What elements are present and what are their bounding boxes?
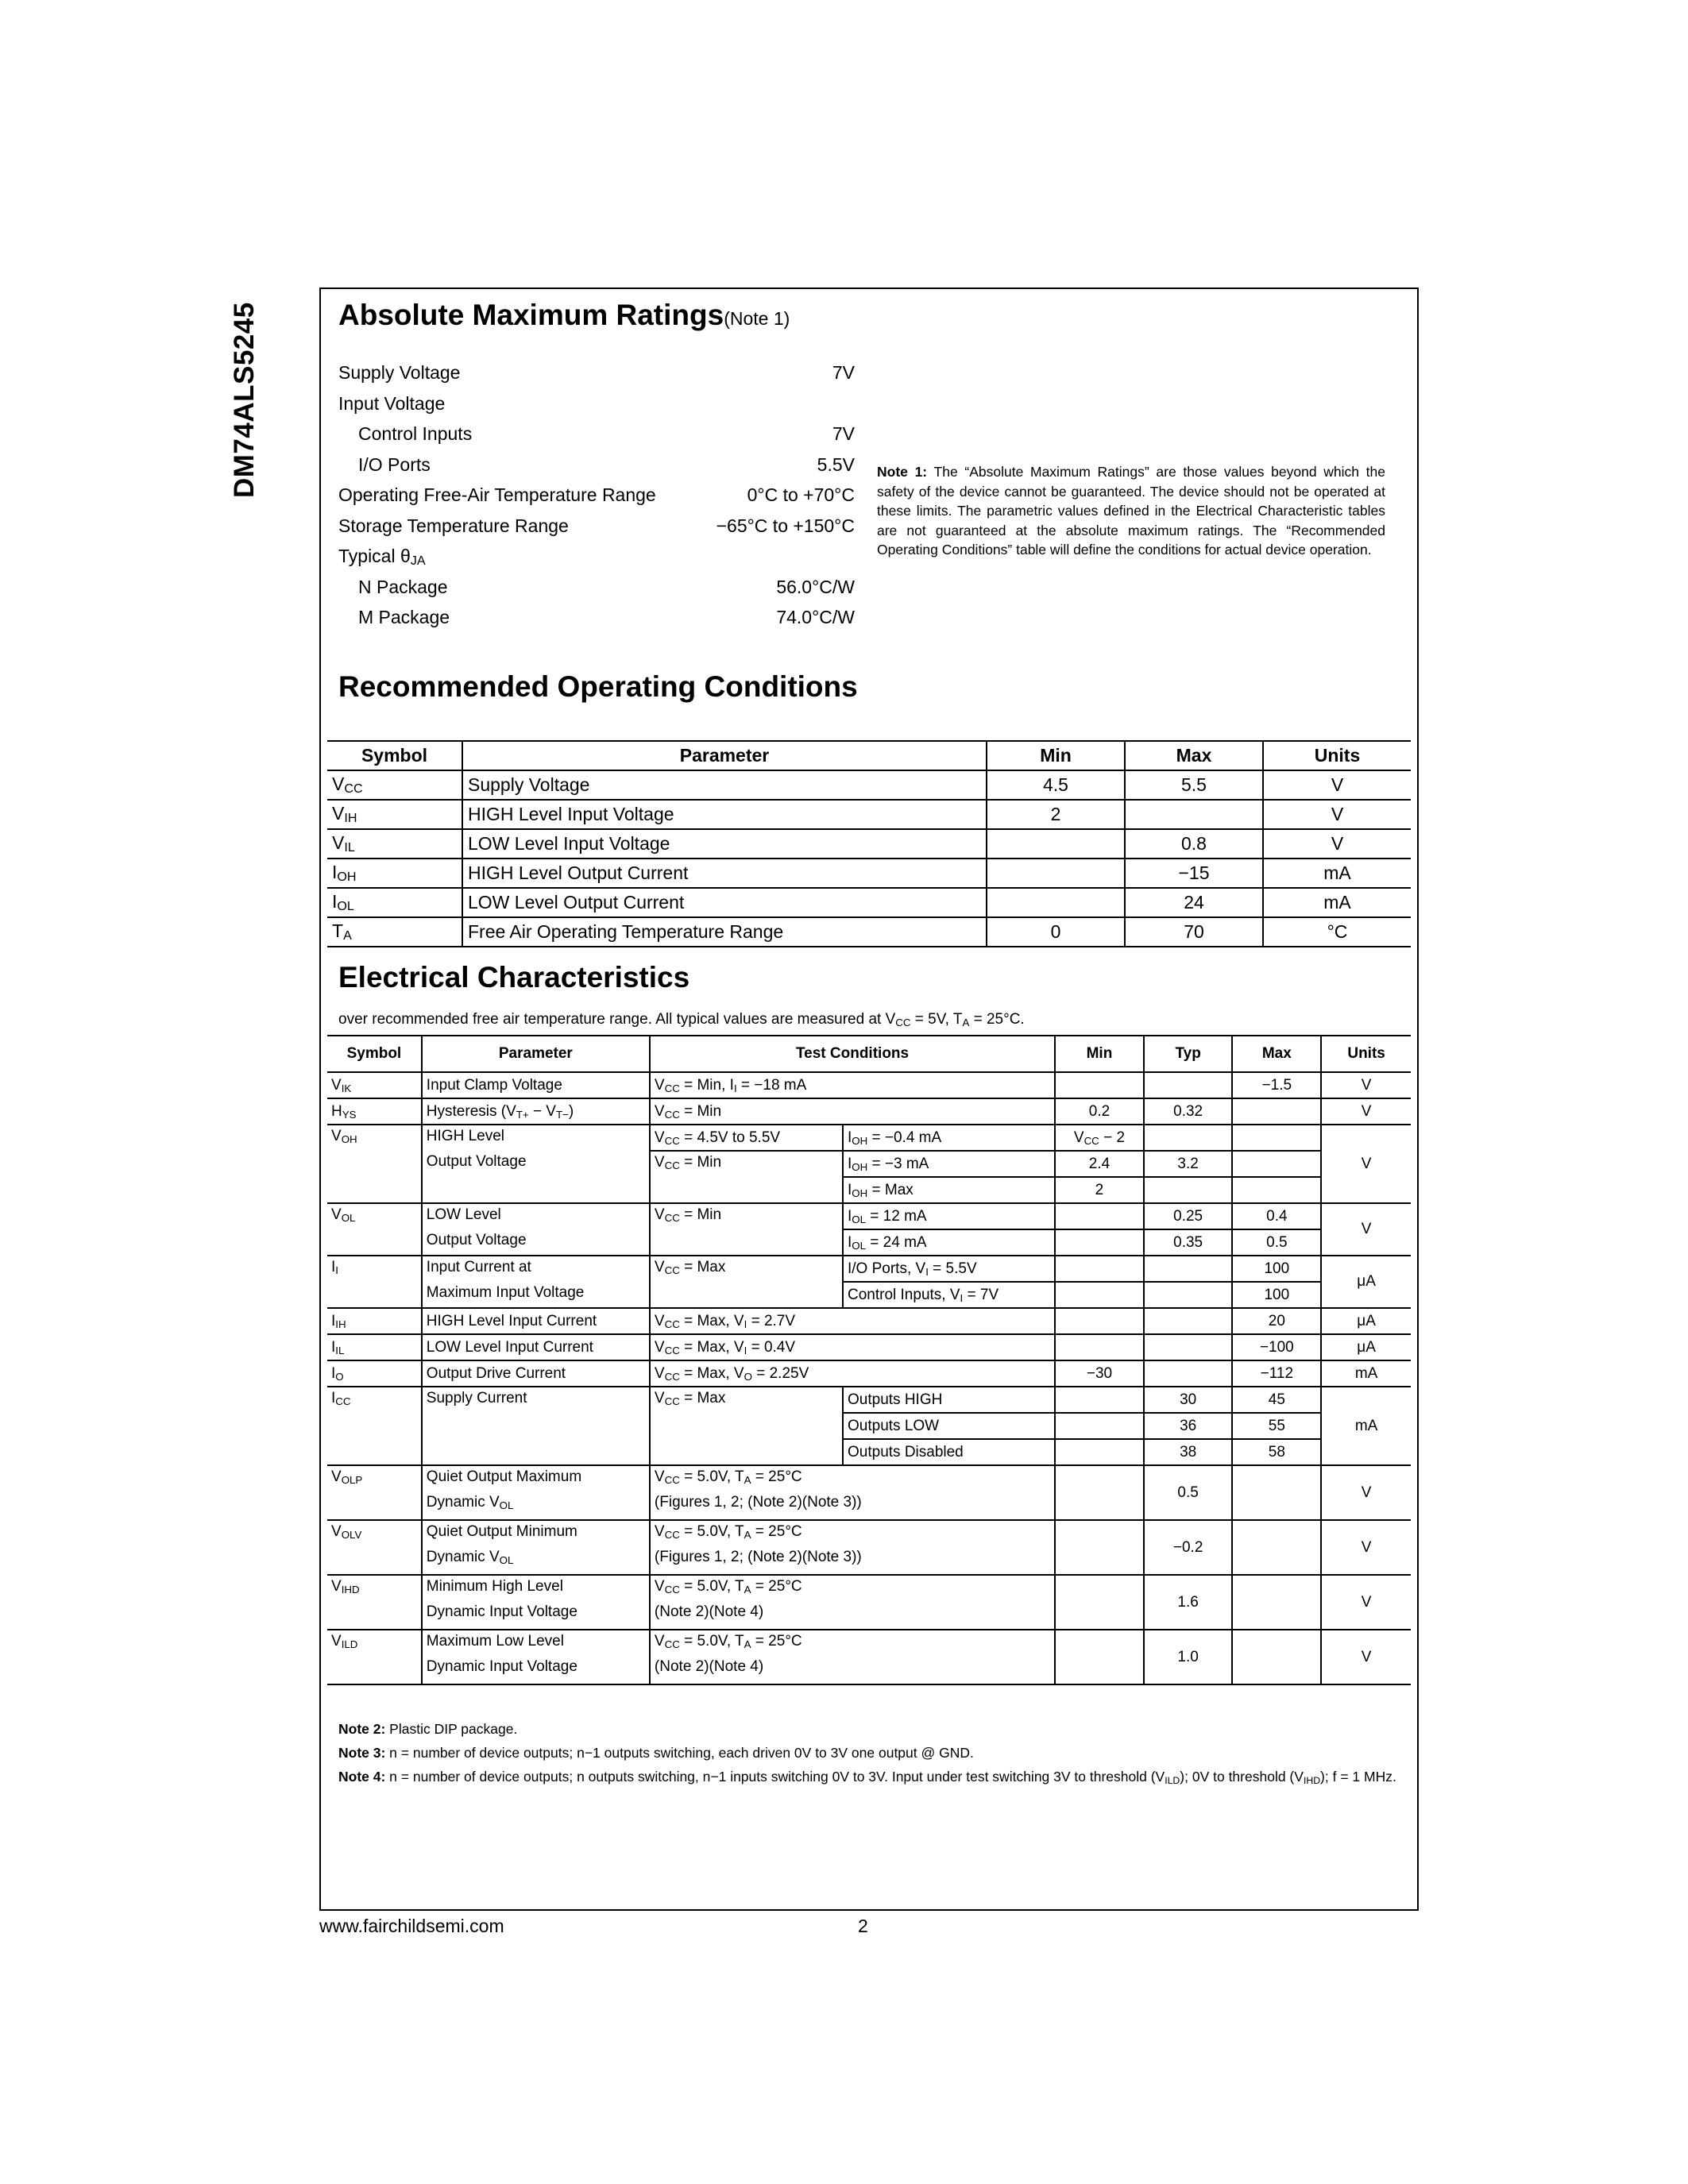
roc-min: 2 xyxy=(987,800,1125,829)
ec-header-max: Max xyxy=(1232,1036,1321,1072)
amr-row xyxy=(338,388,855,419)
amr-row xyxy=(338,357,855,388)
roc-symbol: $I_{OH}$ xyxy=(327,859,462,888)
roc-parameter: LOW Level Output Current xyxy=(462,888,987,917)
roc-row xyxy=(327,770,1411,800)
ec-row-icc: $I_{CC}$ Supply Current $V_{CC}$ = Max Outputs HIGH 30 45 mA xyxy=(327,1387,1411,1413)
roc-max: 5.5 xyxy=(1125,770,1263,800)
ec-header-min: Min xyxy=(1055,1036,1144,1072)
amr-row-label: Input Voltage xyxy=(338,392,446,414)
roc-min: 4.5 xyxy=(987,770,1125,800)
roc-row xyxy=(327,800,1411,829)
footnotes xyxy=(338,1717,1403,1792)
ec-subtitle: over recommended free air temperature range. All typical values are measured at $V_{CC} = 5V$, $T_A = 25^\circ C$. xyxy=(338,1011,1025,1028)
ec-table xyxy=(327,1035,1411,1685)
roc-units: V xyxy=(1263,800,1411,829)
ec-header-parameter: Parameter xyxy=(422,1036,650,1072)
amr-row-value: 5.5V xyxy=(817,453,855,475)
roc-header-units: Units xyxy=(1263,741,1411,770)
ec-header-units: Units xyxy=(1321,1036,1411,1072)
amr-row-label: Operating Free-Air Temperature Range xyxy=(338,484,656,505)
roc-row xyxy=(327,888,1411,917)
roc-units: mA xyxy=(1263,859,1411,888)
roc-row xyxy=(327,829,1411,859)
amr-row-value: 7V xyxy=(832,423,855,444)
amr-row-value: 7V xyxy=(832,362,855,383)
ec-row-vik: $V_{IK}$ Input Clamp Voltage $V_{CC}$ = Min, $I_I = -18$ mA −1.5 V xyxy=(327,1072,1411,1098)
amr-row-label: Typical θ xyxy=(338,546,411,566)
note-3: Note 3: n = number of device outputs; n−1 outputs switching, each driven 0V to 3V one output @ GND. xyxy=(338,1745,974,1761)
ec-row-ii: $I_I$ Input Current at Maximum Input Voltage $V_{CC}$ = Max I/O Ports, $V_I = 5.5V$ 100 μA xyxy=(327,1256,1411,1282)
roc-min xyxy=(987,859,1125,888)
content-frame xyxy=(319,287,1419,1911)
footer-url[interactable]: www.fairchildsemi.com xyxy=(319,1916,504,1936)
roc-symbol: $T_A$ xyxy=(327,917,462,947)
ec-row-volv: $V_{OLV}$ Quiet Output Minimum Dynamic $V_{OL}$ $V_{CC} = 5.0V$, $T_A = 25^\circ C$ (Figures 1, 2; (Note 2)(Note 3)) −0.2 V xyxy=(327,1520,1411,1575)
ec-row-vol-2: $I_{OL} = 24$ mA 0.35 0.5 xyxy=(327,1229,1411,1256)
roc-header-min: Min xyxy=(987,741,1125,770)
roc-header-symbol: Symbol xyxy=(327,741,462,770)
amr-row xyxy=(338,602,855,633)
roc-parameter: LOW Level Input Voltage xyxy=(462,829,987,859)
roc-header-max: Max xyxy=(1125,741,1263,770)
roc-min: 0 xyxy=(987,917,1125,947)
roc-header-parameter: Parameter xyxy=(462,741,987,770)
ec-header-typ: Typ xyxy=(1144,1036,1233,1072)
note-1: Note 1: The “Absolute Maximum Ratings” are those values beyond which the safety of the device cannot be guaranteed. The device should not be operated at these limits. The parametric values defined in the Electrical Characteristic tables are not guaranteed at the absolute maximum ratings. The “Recommended Operating Conditions” table will define the conditions for actual device operation. xyxy=(877,464,1386,558)
ec-row-vild: $V_{ILD}$ Maximum Low Level Dynamic Input Voltage $V_{CC} = 5.0V$, $T_A = 25^\circ C$ (Note 2)(Note 4) 1.0 V xyxy=(327,1630,1411,1684)
amr-row-label: Control Inputs xyxy=(358,423,473,444)
amr-heading: Absolute Maximum Ratings(Note 1) xyxy=(338,299,790,331)
roc-units: mA xyxy=(1263,888,1411,917)
roc-symbol: $V_{CC}$ xyxy=(327,770,462,800)
roc-symbol: $I_{OL}$ xyxy=(327,888,462,917)
amr-row-label: M Package xyxy=(358,607,450,627)
amr-note-ref: (Note 1) xyxy=(724,308,790,329)
roc-parameter: HIGH Level Input Voltage xyxy=(462,800,987,829)
amr-row-value: 56.0°C/W xyxy=(776,576,855,597)
ec-header-symbol: Symbol xyxy=(327,1036,422,1072)
roc-parameter: Free Air Operating Temperature Range xyxy=(462,917,987,947)
roc-row xyxy=(327,917,1411,947)
roc-heading: Recommended Operating Conditions xyxy=(338,670,858,703)
amr-row-label: I/O Ports xyxy=(358,453,431,475)
ec-header-conditions: Test Conditions xyxy=(650,1036,1055,1072)
roc-units: V xyxy=(1263,829,1411,859)
amr-row-value: 0°C to +70°C xyxy=(747,484,855,505)
amr-row xyxy=(338,572,855,603)
note-2: Note 2: Plastic DIP package. xyxy=(338,1721,518,1737)
roc-max xyxy=(1125,800,1263,829)
ec-heading: Electrical Characteristics xyxy=(338,961,690,994)
ec-row-voh-2: $V_{CC}$ = Min $I_{OH} = -3$ mA 2.4 3.2 xyxy=(327,1151,1411,1177)
roc-max: 70 xyxy=(1125,917,1263,947)
roc-max: 0.8 xyxy=(1125,829,1263,859)
page-number: 2 xyxy=(858,1916,868,1936)
amr-row-label: Storage Temperature Range xyxy=(338,515,569,536)
amr-row: Typical $\theta_{JA}$ xyxy=(338,546,426,568)
roc-table xyxy=(327,740,1411,947)
roc-row xyxy=(327,859,1411,888)
roc-max: −15 xyxy=(1125,859,1263,888)
roc-max: 24 xyxy=(1125,888,1263,917)
roc-parameter: HIGH Level Output Current xyxy=(462,859,987,888)
ec-row-vol: $V_{OL}$ LOW Level Output Voltage $V_{CC}$ = Min $I_{OL} = 12$ mA 0.25 0.4 V xyxy=(327,1203,1411,1229)
ec-row-ii-2: Control Inputs, $V_I = 7V$ 100 xyxy=(327,1282,1411,1308)
ec-row-vihd: $V_{IHD}$ Minimum High Level Dynamic Input Voltage $V_{CC} = 5.0V$, $T_A = 25^\circ C$ (Note 2)(Note 4) 1.6 V xyxy=(327,1575,1411,1630)
ec-row-hys: $H_{YS}$ Hysteresis $(V_{T+} - V_{T-})$ $V_{CC}$ = Min 0.2 0.32 V xyxy=(327,1098,1411,1125)
roc-parameter: Supply Voltage xyxy=(462,770,987,800)
roc-symbol: $V_{IL}$ xyxy=(327,829,462,859)
ec-row-iil: $I_{IL}$ LOW Level Input Current $V_{CC}$ = Max, $V_I = 0.4V$ −100 μA xyxy=(327,1334,1411,1360)
amr-row xyxy=(338,511,855,542)
amr-row xyxy=(338,480,855,511)
amr-row-value: 74.0°C/W xyxy=(776,607,855,627)
roc-min xyxy=(987,829,1125,859)
ec-row-voh-3: $I_{OH}$ = Max 2 xyxy=(327,1177,1411,1203)
roc-symbol: $V_{IH}$ xyxy=(327,800,462,829)
amr-row-label: Supply Voltage xyxy=(338,362,461,383)
amr-row xyxy=(338,450,855,480)
amr-list xyxy=(338,357,855,633)
amr-row-value: −65°C to +150°C xyxy=(716,515,855,536)
roc-units: °C xyxy=(1263,917,1411,947)
ec-row-voh: $V_{OH}$ HIGH Level Output Voltage $V_{CC} = 4.5V$ to 5.5V $I_{OH} = -0.4$ mA $V_{CC} - 2$ V xyxy=(327,1125,1411,1151)
note-4: Note 4: n = number of device outputs; n outputs switching, n−1 inputs switching 0V to 3V. Input under test switching 3V to threshold $(V_{ILD})$; 0V to threshold $(V_{IHD})$; f = 1 MHz. xyxy=(338,1769,1396,1786)
ec-row-volp: $V_{OLP}$ Quiet Output Maximum Dynamic $V_{OL}$ $V_{CC} = 5.0V$, $T_A = 25^\circ C$ (Figures 1, 2; (Note 2)(Note 3)) 0.5 V xyxy=(327,1465,1411,1520)
amr-row-label: N Package xyxy=(358,576,448,597)
roc-min xyxy=(987,888,1125,917)
ec-row-icc-3: Outputs Disabled 38 58 xyxy=(327,1439,1411,1465)
ec-row-icc-2: Outputs LOW 36 55 xyxy=(327,1413,1411,1439)
amr-row xyxy=(338,419,855,450)
part-number-vertical: DM74ALS5245 xyxy=(229,302,260,498)
roc-units: V xyxy=(1263,770,1411,800)
ec-row-iih: $I_{IH}$ HIGH Level Input Current $V_{CC}$ = Max, $V_I = 2.7V$ 20 μA xyxy=(327,1308,1411,1334)
ec-row-io: $I_O$ Output Drive Current $V_{CC}$ = Max, $V_O = 2.25V$ −30 −112 mA xyxy=(327,1360,1411,1387)
